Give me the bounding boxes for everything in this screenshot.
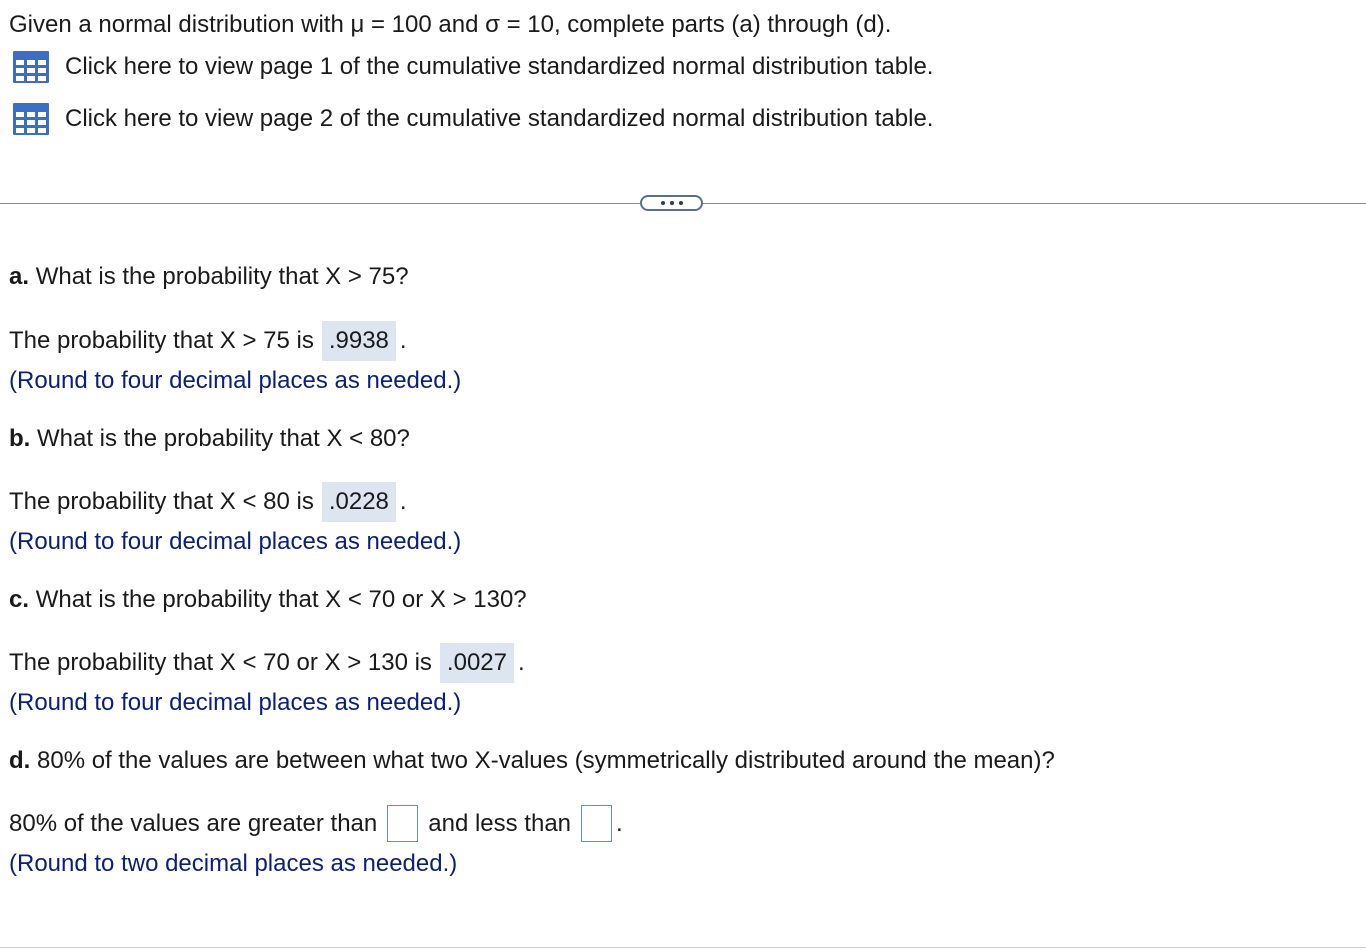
hint-c: (Round to four decimal places as needed.) xyxy=(9,689,462,716)
question-c-text: What is the probability that X < 70 or X > 130? xyxy=(35,586,527,613)
question-a-text: What is the probability that X > 75? xyxy=(35,263,409,290)
question-b xyxy=(9,425,410,453)
table-icon[interactable] xyxy=(12,102,50,136)
question-d xyxy=(9,747,1055,775)
answer-d-prefix: 80% of the values are greater than xyxy=(9,809,378,837)
answer-c-suffix: . xyxy=(517,649,525,676)
lower-bound-input[interactable] xyxy=(387,805,418,842)
hint-b: (Round to four decimal places as needed.) xyxy=(9,528,462,555)
answer-b-value: .0228 xyxy=(322,482,396,522)
answer-b-suffix: . xyxy=(399,488,407,515)
hint-a: (Round to four decimal places as needed.) xyxy=(9,367,462,394)
table-icon[interactable] xyxy=(12,50,50,84)
answer-a-suffix: . xyxy=(399,327,407,354)
answer-b-line xyxy=(9,482,407,522)
answer-b-prefix: The probability that X < 80 is xyxy=(9,488,314,515)
answer-d-middle: and less than xyxy=(428,809,572,837)
question-d-label: d. xyxy=(9,747,31,774)
answer-d-suffix: . xyxy=(616,809,623,837)
problem-statement: Given a normal distribution with μ = 100 and σ = 10, complete parts (a) through (d). xyxy=(9,11,892,38)
answer-d-line xyxy=(9,805,623,842)
answer-c-value: .0027 xyxy=(440,643,514,683)
answer-a-prefix: The probability that X > 75 is xyxy=(9,327,314,354)
question-a xyxy=(9,263,409,291)
table-link-page-1[interactable] xyxy=(12,50,933,84)
question-d-text: 80% of the values are between what two X-values (symmetrically distributed around the mean)? xyxy=(37,747,1055,774)
table-link-page-2[interactable] xyxy=(12,102,933,136)
table-link-page-1-label[interactable]: Click here to view page 1 of the cumulative standardized normal distribution table. xyxy=(65,53,934,80)
hint-d: (Round to two decimal places as needed.) xyxy=(9,850,458,877)
answer-c-line xyxy=(9,643,525,683)
question-c-label: c. xyxy=(9,586,30,613)
question-b-text: What is the probability that X < 80? xyxy=(37,425,410,452)
answer-a-line xyxy=(9,321,407,361)
answer-c-prefix: The probability that X < 70 or X > 130 is xyxy=(9,649,432,676)
question-b-label: b. xyxy=(9,425,31,452)
more-options-button[interactable] xyxy=(640,195,703,211)
question-a-label: a. xyxy=(9,263,30,290)
bottom-border xyxy=(0,947,1366,948)
question-c xyxy=(9,586,527,614)
table-link-page-2-label[interactable]: Click here to view page 2 of the cumulative standardized normal distribution table. xyxy=(65,105,934,132)
upper-bound-input[interactable] xyxy=(581,805,612,842)
answer-a-value: .9938 xyxy=(322,321,396,361)
ellipsis-icon xyxy=(661,201,665,205)
